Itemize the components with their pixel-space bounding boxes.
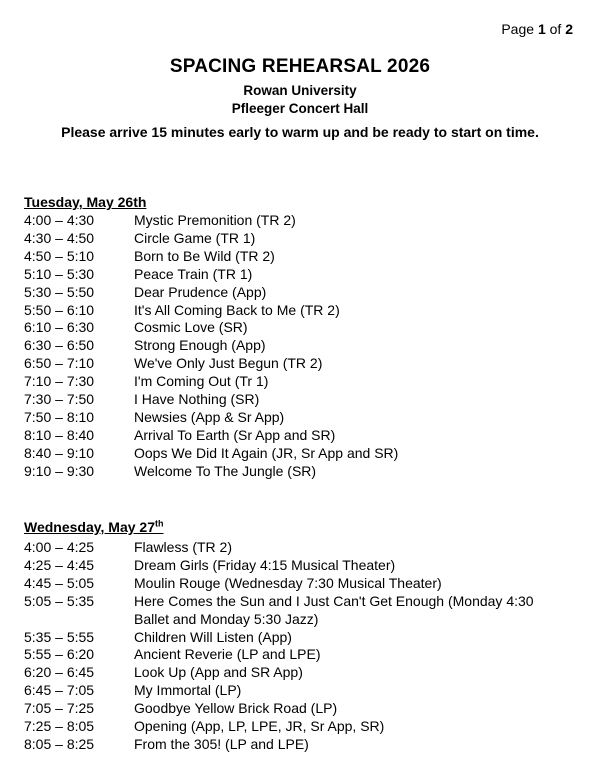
time-slot: 4:30 – 4:50 xyxy=(24,229,95,246)
piece-title: Arrival To Earth (Sr App and SR) xyxy=(134,426,336,443)
arrival-note: Please arrive 15 minutes early to warm up and be ready to start on time. xyxy=(61,124,539,140)
piece-title: Opening (App, LP, LPE, JR, Sr App, SR) xyxy=(134,718,385,735)
venue-name: Pfleeger Concert Hall xyxy=(231,101,369,116)
time-slot: 8:10 – 8:40 xyxy=(24,426,95,443)
time-slot: 6:10 – 6:30 xyxy=(24,319,95,336)
piece-title: Dear Prudence (App) xyxy=(134,283,267,300)
schedule-row xyxy=(24,427,584,445)
time-slot: 6:20 – 6:45 xyxy=(24,664,95,681)
schedule-row xyxy=(24,575,584,593)
piece-title: Cosmic Love (SR) xyxy=(134,319,248,336)
time-slot: 6:50 – 7:10 xyxy=(24,355,95,372)
piece-title: Goodbye Yellow Brick Road (LP) xyxy=(134,700,338,717)
piece-title: Moulin Rouge (Wednesday 7:30 Musical Theater) xyxy=(134,574,442,591)
schedule-row xyxy=(24,284,584,302)
time-slot: 7:50 – 8:10 xyxy=(24,408,95,425)
time-slot: 5:05 – 5:35 xyxy=(24,592,95,609)
schedule-row xyxy=(24,266,584,284)
piece-title: My Immortal (LP) xyxy=(134,682,242,699)
piece-title: Welcome To The Jungle (SR) xyxy=(134,462,317,479)
schedule-row xyxy=(24,337,584,355)
piece-title: Newsies (App & Sr App) xyxy=(134,408,285,425)
schedule-row xyxy=(24,445,584,463)
piece-title: Children Will Listen (App) xyxy=(134,628,292,645)
piece-title: Flawless (TR 2) xyxy=(134,539,233,555)
page-current: 1 xyxy=(537,21,546,37)
schedule-row xyxy=(24,463,584,481)
piece-title: I Have Nothing (SR) xyxy=(134,391,260,408)
piece-title: It's All Coming Back to Me (TR 2) xyxy=(134,301,340,318)
schedule-row xyxy=(24,212,584,230)
schedule-row xyxy=(24,230,584,248)
piece-title: From the 305! (LP and LPE) xyxy=(134,735,309,752)
schedule-row xyxy=(24,682,584,700)
time-slot: 4:45 – 5:05 xyxy=(24,574,95,591)
time-slot: 5:50 – 6:10 xyxy=(24,301,95,318)
time-slot: 5:55 – 6:20 xyxy=(24,646,95,663)
schedule-row xyxy=(24,539,584,557)
time-slot: 4:25 – 4:45 xyxy=(24,556,95,573)
time-slot: 4:50 – 5:10 xyxy=(24,247,95,264)
schedule-row xyxy=(24,611,584,629)
schedule-row xyxy=(24,355,584,373)
time-slot: 4:00 – 4:30 xyxy=(24,212,95,228)
schedule-row xyxy=(24,373,584,391)
piece-title: Peace Train (TR 1) xyxy=(134,265,253,282)
schedule-row xyxy=(24,718,584,736)
time-slot: 5:10 – 5:30 xyxy=(24,265,95,282)
piece-title: I'm Coming Out (Tr 1) xyxy=(134,373,269,390)
time-slot: 8:40 – 9:10 xyxy=(24,444,95,461)
piece-title: Ballet and Monday 5:30 Jazz) xyxy=(134,610,319,627)
piece-title: Mystic Premonition (TR 2) xyxy=(134,212,296,228)
schedule-row xyxy=(24,629,584,647)
schedule-row xyxy=(24,302,584,320)
schedule-row xyxy=(24,664,584,682)
time-slot: 5:30 – 5:50 xyxy=(24,283,95,300)
piece-title: Look Up (App and SR App) xyxy=(134,664,303,681)
time-slot xyxy=(24,611,134,629)
time-slot: 5:35 – 5:55 xyxy=(24,628,95,645)
schedule-row xyxy=(24,319,584,337)
time-slot: 6:45 – 7:05 xyxy=(24,682,95,699)
piece-title: Dream Girls (Friday 4:15 Musical Theater) xyxy=(134,556,396,573)
schedule-row xyxy=(24,700,584,718)
document-title: SPACING REHEARSAL 2026 xyxy=(169,56,431,77)
schedule-row xyxy=(24,557,584,575)
time-slot: 8:05 – 8:25 xyxy=(24,735,95,752)
time-slot: 7:30 – 7:50 xyxy=(24,391,95,408)
schedule-tuesday xyxy=(24,212,584,481)
piece-title: Born to Be Wild (TR 2) xyxy=(134,247,275,264)
time-slot: 9:10 – 9:30 xyxy=(24,462,95,479)
piece-title: Ancient Reverie (LP and LPE) xyxy=(134,646,321,663)
piece-title: Here Comes the Sun and I Just Can't Get Enough (Monday 4:30 xyxy=(134,592,534,609)
day-heading-tuesday: Tuesday, May 26th xyxy=(24,194,147,210)
page-number: Page 1 of 2 xyxy=(501,21,573,37)
schedule-wednesday xyxy=(24,539,584,754)
piece-title: Strong Enough (App) xyxy=(134,337,266,354)
schedule-row xyxy=(24,391,584,409)
schedule-row xyxy=(24,736,584,754)
piece-title: Oops We Did It Again (JR, Sr App and SR) xyxy=(134,444,399,461)
time-slot: 7:10 – 7:30 xyxy=(24,373,95,390)
time-slot: 6:30 – 6:50 xyxy=(24,337,95,354)
time-slot: 7:25 – 8:05 xyxy=(24,718,95,735)
piece-title: We've Only Just Begun (TR 2) xyxy=(134,355,323,372)
schedule-row xyxy=(24,409,584,427)
schedule-row xyxy=(24,646,584,664)
time-slot: 7:05 – 7:25 xyxy=(24,700,95,717)
day-heading-wednesday: Wednesday, May 27th xyxy=(24,518,164,535)
schedule-row xyxy=(24,248,584,266)
piece-title: Circle Game (TR 1) xyxy=(134,229,256,246)
time-slot: 4:00 – 4:25 xyxy=(24,539,95,555)
page-total: 2 xyxy=(565,21,573,37)
schedule-row xyxy=(24,593,584,611)
university-name: Rowan University xyxy=(243,83,357,98)
